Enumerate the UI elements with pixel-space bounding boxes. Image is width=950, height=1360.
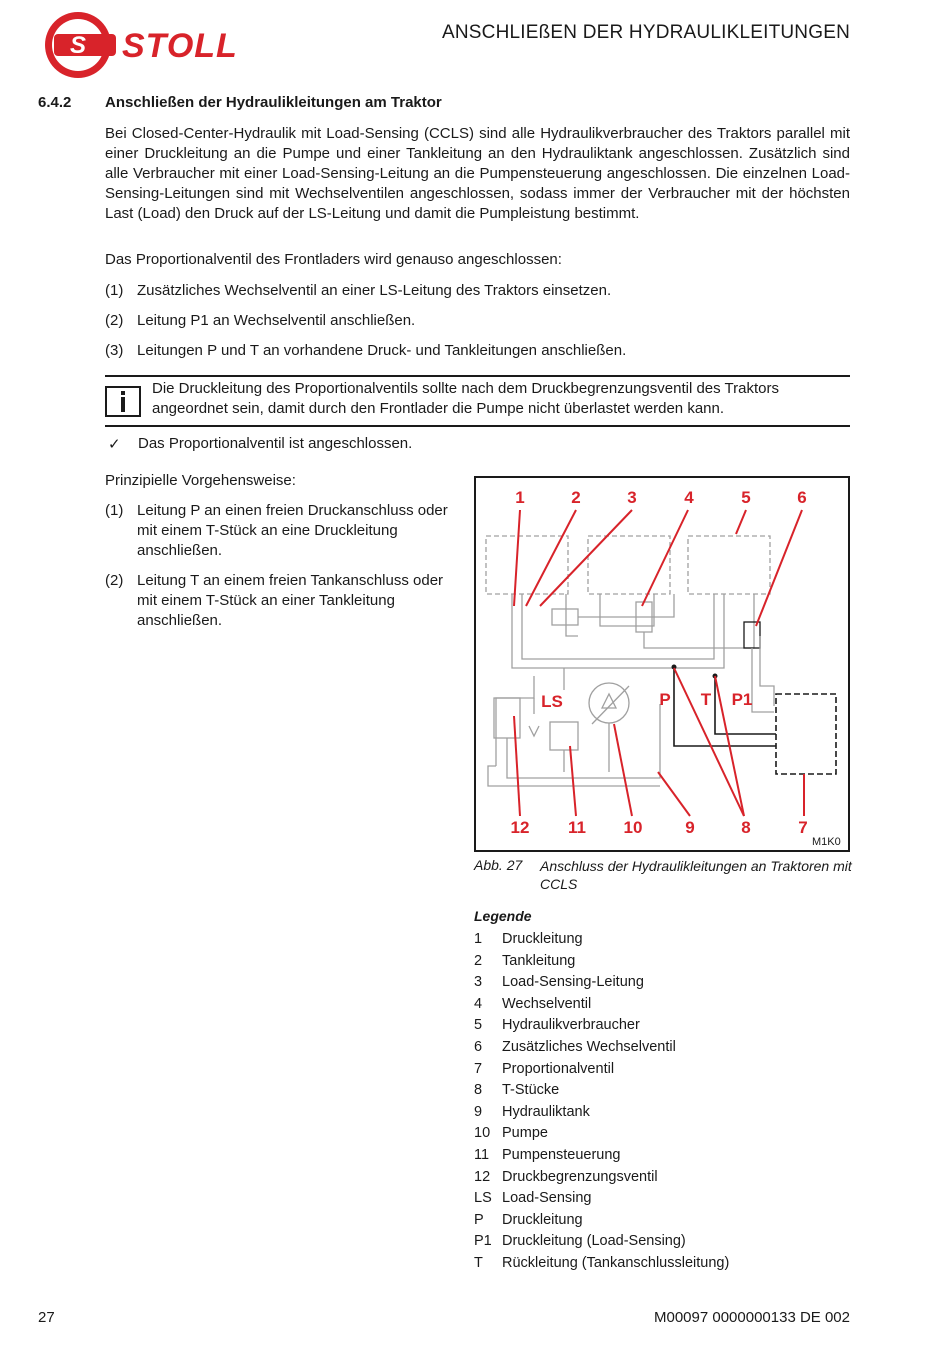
legend-key: 11 (474, 1146, 490, 1163)
legend-row (474, 1015, 854, 1037)
step-text: Leitungen P und T an vorhandene Druck- und Tankleitungen anschließen. (137, 342, 627, 359)
legend-row (474, 1210, 854, 1232)
note-text: Die Druckleitung des Proportionalventils sollte nach dem Druckbegrenzungsventil des Traktors angeordnet sein, damit durch den Frontlader die Pumpe nicht überlastet werden kann. (152, 380, 779, 417)
legend-value: Druckleitung (Load-Sensing) (502, 1233, 686, 1250)
lead-sentence: Das Proportionalventil des Frontladers wird genauso angeschlossen: (105, 251, 562, 268)
callout-10: 10 (623, 818, 643, 837)
legend-key: 5 (474, 1017, 483, 1034)
page-number: 27 (38, 1309, 55, 1326)
legend-list (474, 929, 854, 1275)
step-number: (3) (105, 342, 124, 359)
info-icon (105, 386, 141, 417)
legend-key: 7 (474, 1060, 483, 1077)
callout-1: 1 (515, 488, 525, 507)
svg-text:S: S (69, 32, 87, 59)
label-t: T (700, 690, 712, 709)
legend-value: Zusätzliches Wechselventil (502, 1038, 676, 1055)
legend-key: 3 (474, 974, 483, 991)
legend-row (474, 1037, 854, 1059)
legend-key: 12 (474, 1168, 491, 1185)
result-text: Das Proportionalventil ist angeschlossen. (138, 435, 413, 452)
legend-value: Tankleitung (502, 952, 576, 969)
legend-value: Druckleitung (502, 931, 583, 947)
legend-value: Druckleitung (502, 1211, 583, 1228)
step-text: Zusätzliches Wechselventil an einer LS-Leitung des Traktors einsetzen. (137, 282, 612, 299)
legend-row (474, 1188, 854, 1210)
legend-row (474, 929, 854, 951)
legend-key: 2 (474, 952, 483, 969)
callout-12: 12 (510, 818, 530, 837)
legend-value: Proportionalventil (502, 1060, 615, 1077)
legend-value: Hydraulikverbraucher (502, 1017, 640, 1034)
legend-key: 1 (474, 931, 483, 947)
legend-value: Load-Sensing (502, 1190, 592, 1207)
procedure-title: Prinzipielle Vorgehensweise: (105, 472, 296, 489)
callout-2: 2 (571, 488, 581, 507)
legend-key: 10 (474, 1125, 491, 1142)
callout-9: 9 (685, 818, 695, 837)
label-p1: P1 (731, 690, 753, 709)
legend-row (474, 1253, 854, 1275)
callout-11: 11 (568, 818, 586, 837)
label-ls: LS (541, 692, 563, 711)
legend-value: Druckbegrenzungsventil (502, 1168, 658, 1185)
step-text: Leitung P1 an Wechselventil anschließen. (137, 312, 416, 329)
legend-value: Pumpensteuerung (502, 1146, 621, 1163)
legend-row (474, 1102, 854, 1124)
legend-key: 8 (474, 1082, 483, 1099)
figure-caption-number: Abb. 27 (474, 857, 523, 873)
legend-key: P1 (474, 1233, 492, 1250)
legend-value: T-Stücke (502, 1082, 560, 1099)
figure-code: M1K0 (812, 836, 841, 848)
callout-5: 5 (741, 488, 751, 507)
step-text: Leitung T an einem freien Tankanschluss oder mit einem T-Stück an einer Tankleitung anschließen. (137, 572, 444, 629)
legend-key: 4 (474, 995, 483, 1012)
hydraulic-diagram (474, 476, 850, 852)
legend-row (474, 1231, 854, 1253)
step-text: Leitung P an einen freien Druckanschluss oder mit einem T-Stück an eine Druckleitung anschließen. (137, 502, 448, 559)
legend-key: 6 (474, 1038, 483, 1055)
legend-title: Legende (474, 908, 532, 924)
legend-key: 9 (474, 1103, 483, 1120)
figure-caption-text: Anschluss der Hydraulikleitungen an Traktoren mit CCLS (540, 858, 852, 892)
section-number: 6.4.2 (38, 94, 72, 111)
page-header-title: ANSCHLIEßEN DER HYDRAULIKLEITUNGEN (442, 22, 850, 43)
callout-7: 7 (798, 818, 808, 837)
check-icon: ✓ (108, 436, 121, 453)
callout-3: 3 (627, 488, 637, 507)
legend-value: Load-Sensing-Leitung (502, 974, 644, 991)
callout-6: 6 (797, 488, 807, 507)
stoll-logo (40, 8, 310, 80)
intro-paragraph: Bei Closed-Center-Hydraulik mit Load-Sensing (CCLS) sind alle Hydraulikverbraucher des Traktors parallel mit einer Druckleitung an die Pumpe und einer Tankleitung an den Hydrauliktank angeschlossen. Zusätzlich sind alle Verbraucher mit einer Load-Sensing-Leitung an die Pumpensteuerung angeschlossen. Die einzelnen Load-Sensing-Leitungen sind mit Wechselventilen angeschlossen, sodass immer der Verbraucher mit der höchsten Last (Load) den Druck auf der LS-Leitung und damit die Pumpleistung bestimmt. (105, 125, 850, 222)
legend-value: Wechselventil (502, 995, 592, 1012)
callout-4: 4 (684, 488, 694, 507)
legend-value: Pumpe (502, 1125, 548, 1142)
info-note (105, 375, 850, 427)
legend-row (474, 1145, 854, 1167)
legend-row (474, 1080, 854, 1102)
legend-row (474, 1167, 854, 1189)
step-number: (1) (105, 282, 124, 299)
label-p: P (659, 690, 671, 709)
step-number: (1) (105, 502, 124, 519)
step-number: (2) (105, 572, 124, 589)
legend-key: LS (474, 1190, 492, 1207)
legend-row (474, 1123, 854, 1145)
legend-value: Rückleitung (Tankanschlussleitung) (502, 1254, 730, 1271)
legend-row (474, 951, 854, 973)
step-number: (2) (105, 312, 124, 329)
section-title: Anschließen der Hydraulikleitungen am Traktor (105, 94, 442, 111)
legend-key: T (474, 1254, 483, 1271)
document-id: M00097 0000000133 DE 002 (654, 1309, 850, 1326)
logo-wordmark: STOLL (122, 27, 238, 65)
legend-value: Hydrauliktank (502, 1103, 590, 1120)
legend-key: P (474, 1211, 484, 1228)
callout-8: 8 (741, 818, 751, 837)
legend-row (474, 994, 854, 1016)
legend-row (474, 972, 854, 994)
legend-row (474, 1059, 854, 1081)
